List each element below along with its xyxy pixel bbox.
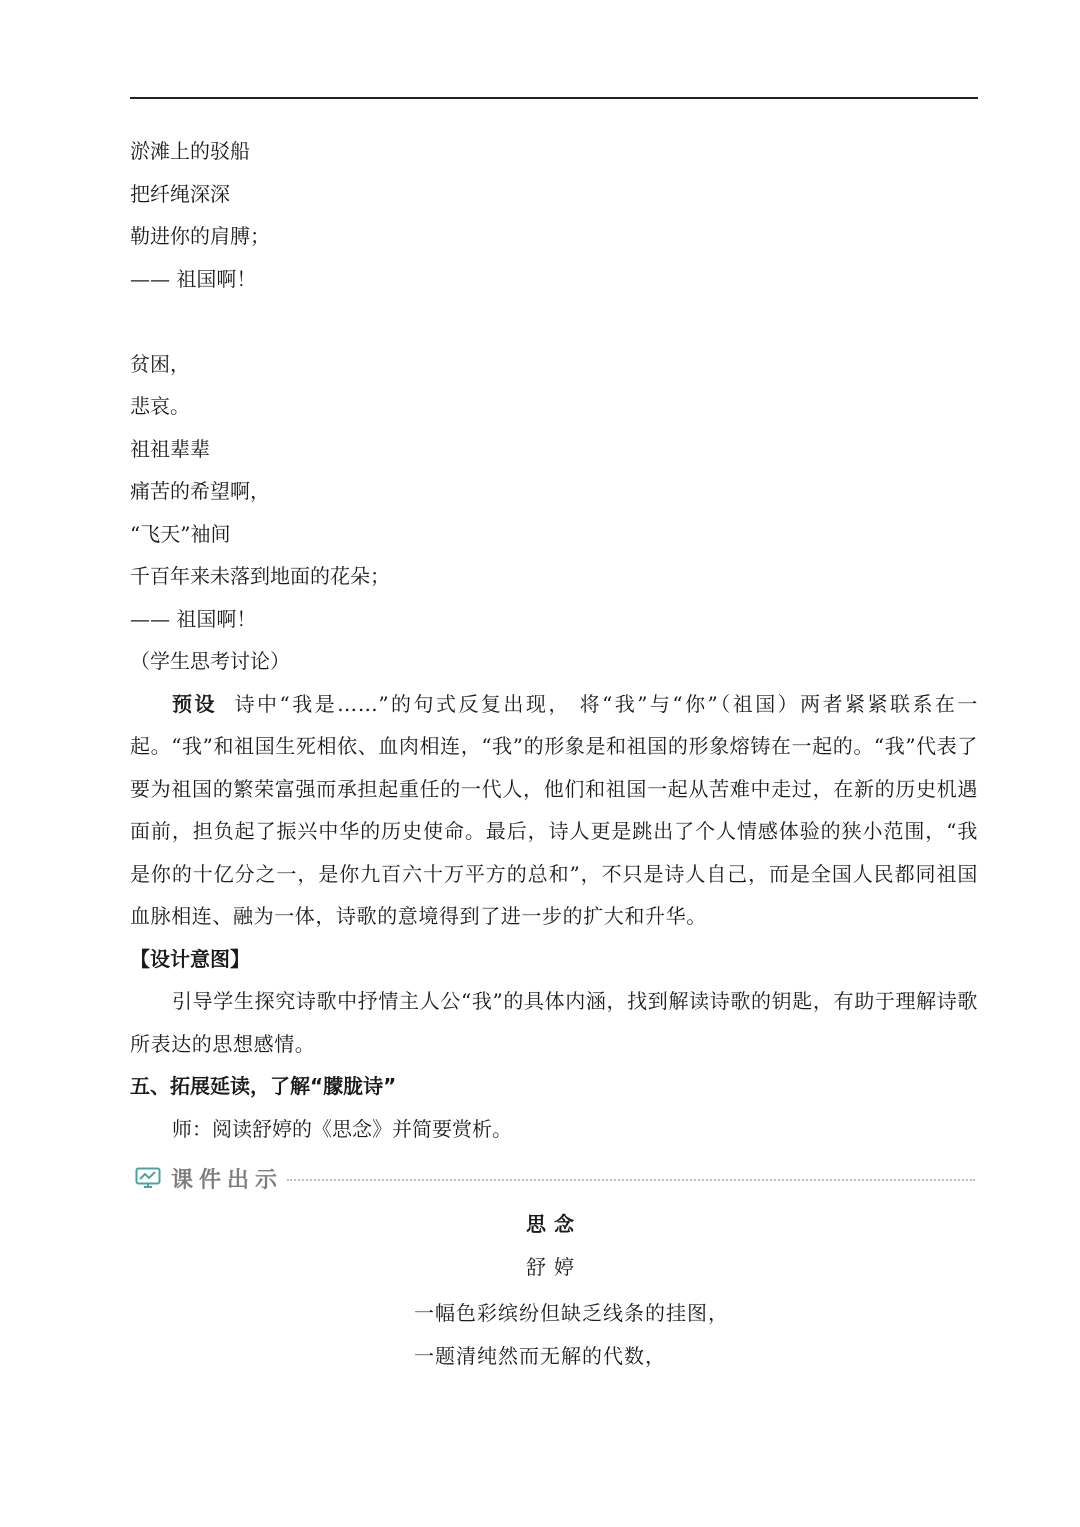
header-rule [130,97,978,99]
design-intent-text: 引导学生探究诗歌中抒情主人公“我”的具体内涵，找到解读诗歌的钥匙，有助于理解诗歌所表达的思想感情。 [130,989,978,1056]
poem-line: 千百年来未落到地面的花朵； [130,564,390,588]
poem-author: 舒婷 [526,1255,582,1279]
preset-label: 预设 [172,691,217,716]
design-intent-heading: 【设计意图】 [130,946,250,971]
poem-line: “飞天”袖间 [130,521,231,546]
poem-body [414,1292,729,1377]
poem-line: —— 祖国啊！ [130,266,257,291]
dotted-divider [287,1179,975,1181]
preset-paragraph [130,683,978,938]
poem-title: 思念 [526,1212,582,1236]
discussion-note: （学生思考讨论） [130,649,290,673]
section-five-heading: 五、拓展延读，了解“朦胧诗” [130,1074,397,1098]
teacher-instruction: 师：阅读舒婷的《思念》并简要赏析。 [172,1116,512,1141]
courseware-label: 课件出示 [171,1167,284,1193]
poem-line: 把纤绳深深 [130,181,230,206]
preset-text: 诗中“我是……”的句式反复出现， 将“我”与“你”（祖国）两者紧紧联系在一起。“我”和祖国生死相依、血肉相连，“我”的形象是和祖国的形象熔铸在一起的。“我”代表了要为祖国的繁荣富强而承担起重任的一代人，他们和祖国一起从苦难中走过，在新的历史机遇面前，担负起了振兴中华的历史使命。最后，诗人更是跳出了个人情感体验的狭小范围，“我是你的十亿分之一，是你九百六十万平方的总和”，不只是诗人自己，而是全国人民都同祖国血脉相连、融为一体，诗歌的意境得到了进一步的扩大和升华。 [130,691,978,928]
poem-line: 祖祖辈辈 [130,436,210,461]
courseware-banner [135,1160,975,1196]
poem-line: 淤滩上的驳船 [130,139,250,163]
stanza-gap [130,300,978,343]
poem-line: 贫困， [130,351,190,376]
poem-line: 痛苦的希望啊， [130,479,270,503]
poem-line: 勒进你的肩膊； [130,224,270,248]
chart-icon [135,1167,161,1189]
document-body [130,130,978,1150]
poem-line: 一题清纯然而无解的代数， [414,1343,666,1368]
poem-line: 一幅色彩缤纷但缺乏线条的挂图， [414,1301,729,1325]
poem-line: —— 祖国啊！ [130,606,257,631]
poem-line: 悲哀。 [130,394,190,418]
